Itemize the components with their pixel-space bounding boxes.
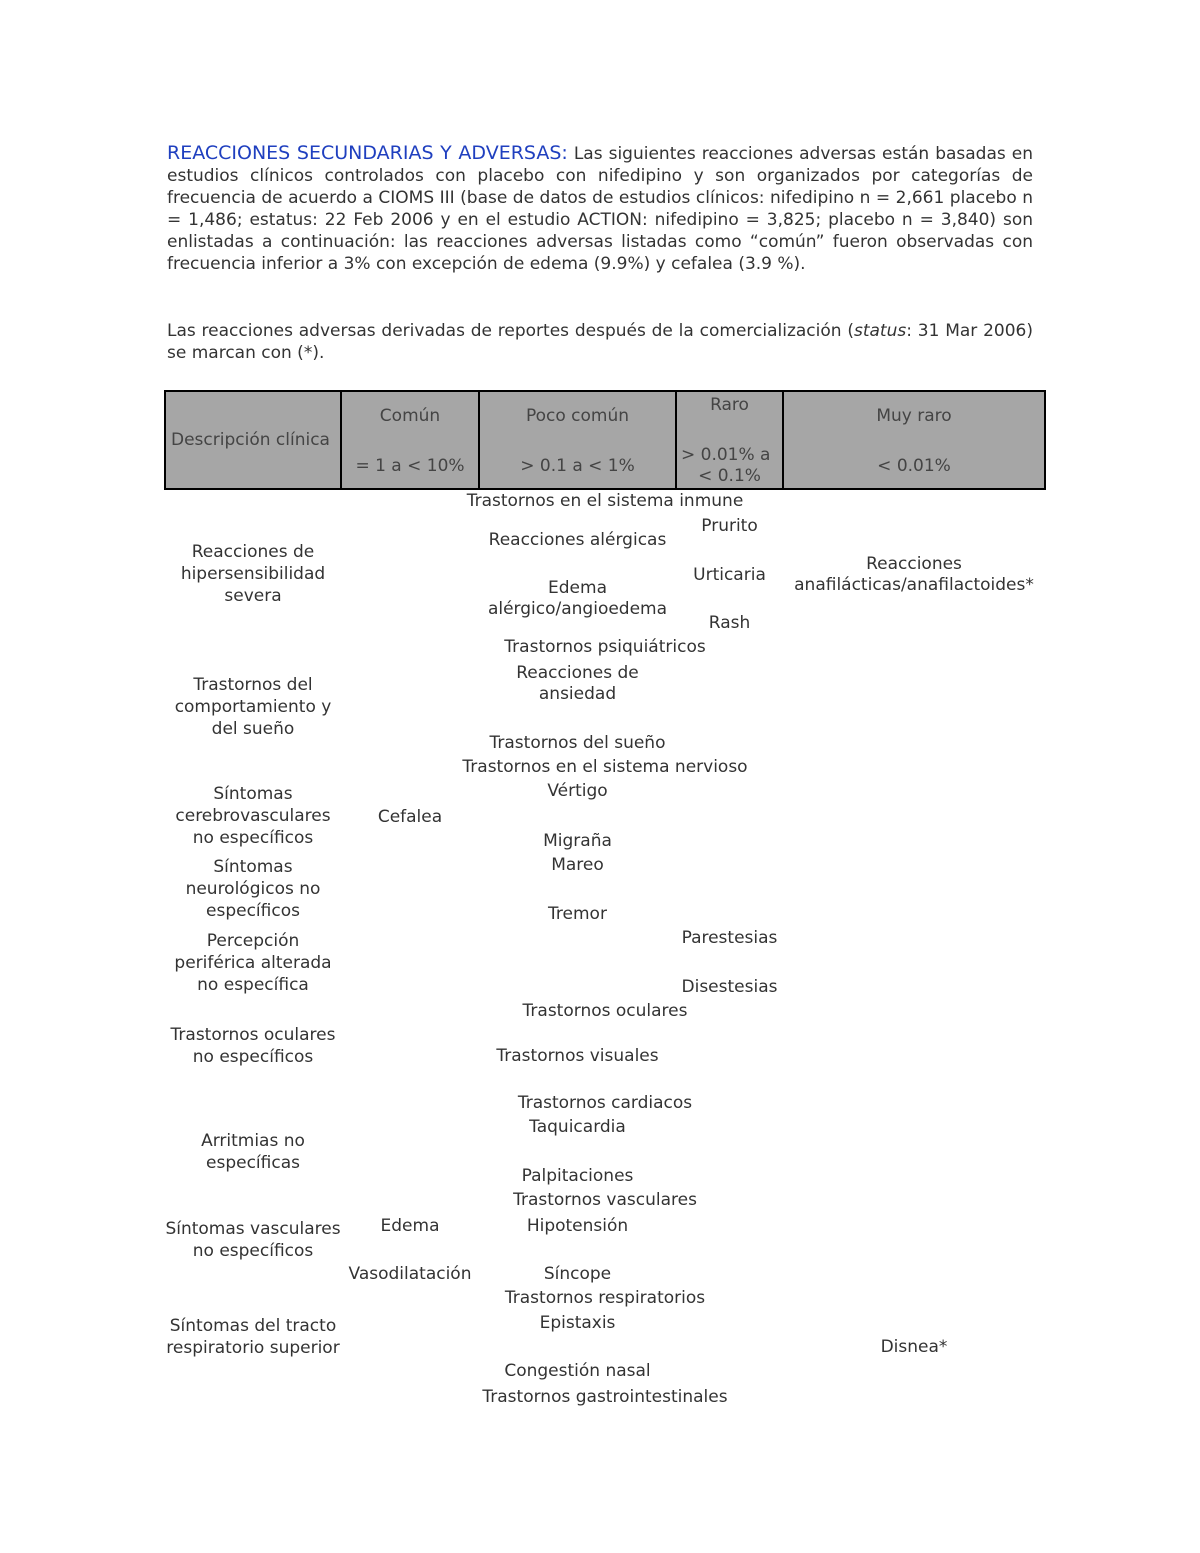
postmarketing-text-before: Las reacciones adversas derivadas de reportes después de la comercialización ( xyxy=(167,321,854,341)
uncommon-vertigo: Vértigo xyxy=(547,781,608,801)
header-rare-freq-b: < 0.1% xyxy=(698,466,761,486)
description-cerebrovascular: Síntomas cerebrovasculares no específicos xyxy=(175,784,331,848)
intro-text: Las siguientes reacciones adversas están basadas en estudios clínicos controlados con placebo con nifedipino y son organizados por categorías de frecuencia de acuerdo a CIOMS III (base de datos de estudios clínicos: nifedipino n = 2,661 placebo n = 1,486; estatus: 22 Feb 2006 y en el estudio ACTION: nifedipino = 3,825; placebo n = 3,840) son enlistadas a continuación: las reacciones adversas listadas como “común” fueron observadas con frecuencia inferior a 3% con excepción de edema (9.9%) y cefalea (3.9 %). xyxy=(167,144,1034,274)
rare-rash: Rash xyxy=(708,613,751,633)
section-nervous-system: Trastornos en el sistema nervioso xyxy=(462,757,748,777)
very-rare-anaphylactic-2: anafilácticas/anafilactoides* xyxy=(794,575,1034,595)
section-vascular: Trastornos vasculares xyxy=(513,1190,697,1210)
frequency-table-header xyxy=(164,390,1046,490)
uncommon-edema: Edema xyxy=(548,578,607,598)
uncommon-migraine: Migraña xyxy=(543,831,612,851)
uncommon-palpitations: Palpitaciones xyxy=(521,1166,634,1186)
rare-paresthesia: Parestesias xyxy=(681,928,778,948)
common-vasodilation: Vasodilatación xyxy=(348,1264,472,1284)
header-uncommon-name: Poco común xyxy=(525,406,630,426)
description-cardiac: Arritmias no específicas xyxy=(201,1131,305,1173)
header-rare-name: Raro xyxy=(710,395,749,415)
section-psychiatric: Trastornos psiquiátricos xyxy=(504,637,706,657)
uncommon-anxiety-1: Reacciones de xyxy=(516,663,639,683)
description-neurological: Síntomas neurológicos no específicos xyxy=(185,857,321,921)
postmarketing-paragraph xyxy=(167,320,1033,364)
description-immune: Reacciones de hipersensibilidad severa xyxy=(180,542,326,606)
very-rare-anaphylactic-1: Reacciones xyxy=(866,554,962,574)
header-rare-freq-a: > 0.01% a xyxy=(681,445,771,465)
rare-dysesthesia: Disestesias xyxy=(681,977,778,997)
description-peripheral-perception: Percepción periférica alterada no específica xyxy=(174,931,332,995)
header-common xyxy=(341,391,479,489)
section-gastrointestinal: Trastornos gastrointestinales xyxy=(482,1387,728,1407)
status-word: status xyxy=(853,321,907,341)
section-respiratory: Trastornos respiratorios xyxy=(504,1288,706,1308)
description-psychiatric: Trastornos del comportamiento y del sueño xyxy=(174,675,332,739)
description-ocular: Trastornos oculares no específicos xyxy=(170,1025,336,1067)
rare-pruritus: Prurito xyxy=(701,516,758,536)
rare-urticaria: Urticaria xyxy=(693,565,766,585)
uncommon-dizziness: Mareo xyxy=(551,855,604,875)
header-very-rare xyxy=(783,391,1045,489)
uncommon-sleep-disorders: Trastornos del sueño xyxy=(489,733,666,753)
uncommon-anxiety-2: ansiedad xyxy=(538,684,617,704)
section-cardiac: Trastornos cardiacos xyxy=(517,1093,693,1113)
header-uncommon-freq: > 0.1 a < 1% xyxy=(520,456,635,476)
uncommon-tachycardia: Taquicardia xyxy=(529,1117,626,1137)
uncommon-epistaxis: Epistaxis xyxy=(539,1313,616,1333)
header-very-rare-freq: < 0.01% xyxy=(877,456,951,476)
uncommon-angioedema: alérgico/angioedema xyxy=(487,599,668,619)
description-vascular: Síntomas vasculares no específicos xyxy=(165,1219,341,1261)
section-immune: Trastornos en el sistema inmune xyxy=(466,491,744,511)
common-edema: Edema xyxy=(380,1216,440,1236)
section-ocular: Trastornos oculares xyxy=(522,1001,688,1021)
uncommon-syncope: Síncope xyxy=(543,1264,612,1284)
header-rare xyxy=(676,391,783,489)
section-heading: REACCIONES SECUNDARIAS Y ADVERSAS: xyxy=(167,142,568,164)
header-common-name: Común xyxy=(379,406,441,426)
header-uncommon xyxy=(479,391,676,489)
uncommon-allergic-reactions: Reacciones alérgicas xyxy=(488,530,667,550)
intro-paragraph xyxy=(167,142,1033,275)
postmarketing-text-after: : 31 Mar 2006) se marcan con (*). xyxy=(167,321,1033,363)
header-clinical-description: Descripción clínica xyxy=(165,391,341,489)
very-rare-dyspnea: Disnea* xyxy=(880,1337,948,1357)
header-common-freq: = 1 a < 10% xyxy=(355,456,465,476)
common-headache: Cefalea xyxy=(377,807,443,827)
description-respiratory: Síntomas del tracto respiratorio superior xyxy=(166,1316,340,1358)
uncommon-visual-disorders: Trastornos visuales xyxy=(496,1046,659,1066)
uncommon-hypotension: Hipotensión xyxy=(526,1216,629,1236)
uncommon-tremor: Tremor xyxy=(548,904,607,924)
header-very-rare-name: Muy raro xyxy=(876,406,952,426)
uncommon-nasal-congestion: Congestión nasal xyxy=(504,1361,651,1381)
